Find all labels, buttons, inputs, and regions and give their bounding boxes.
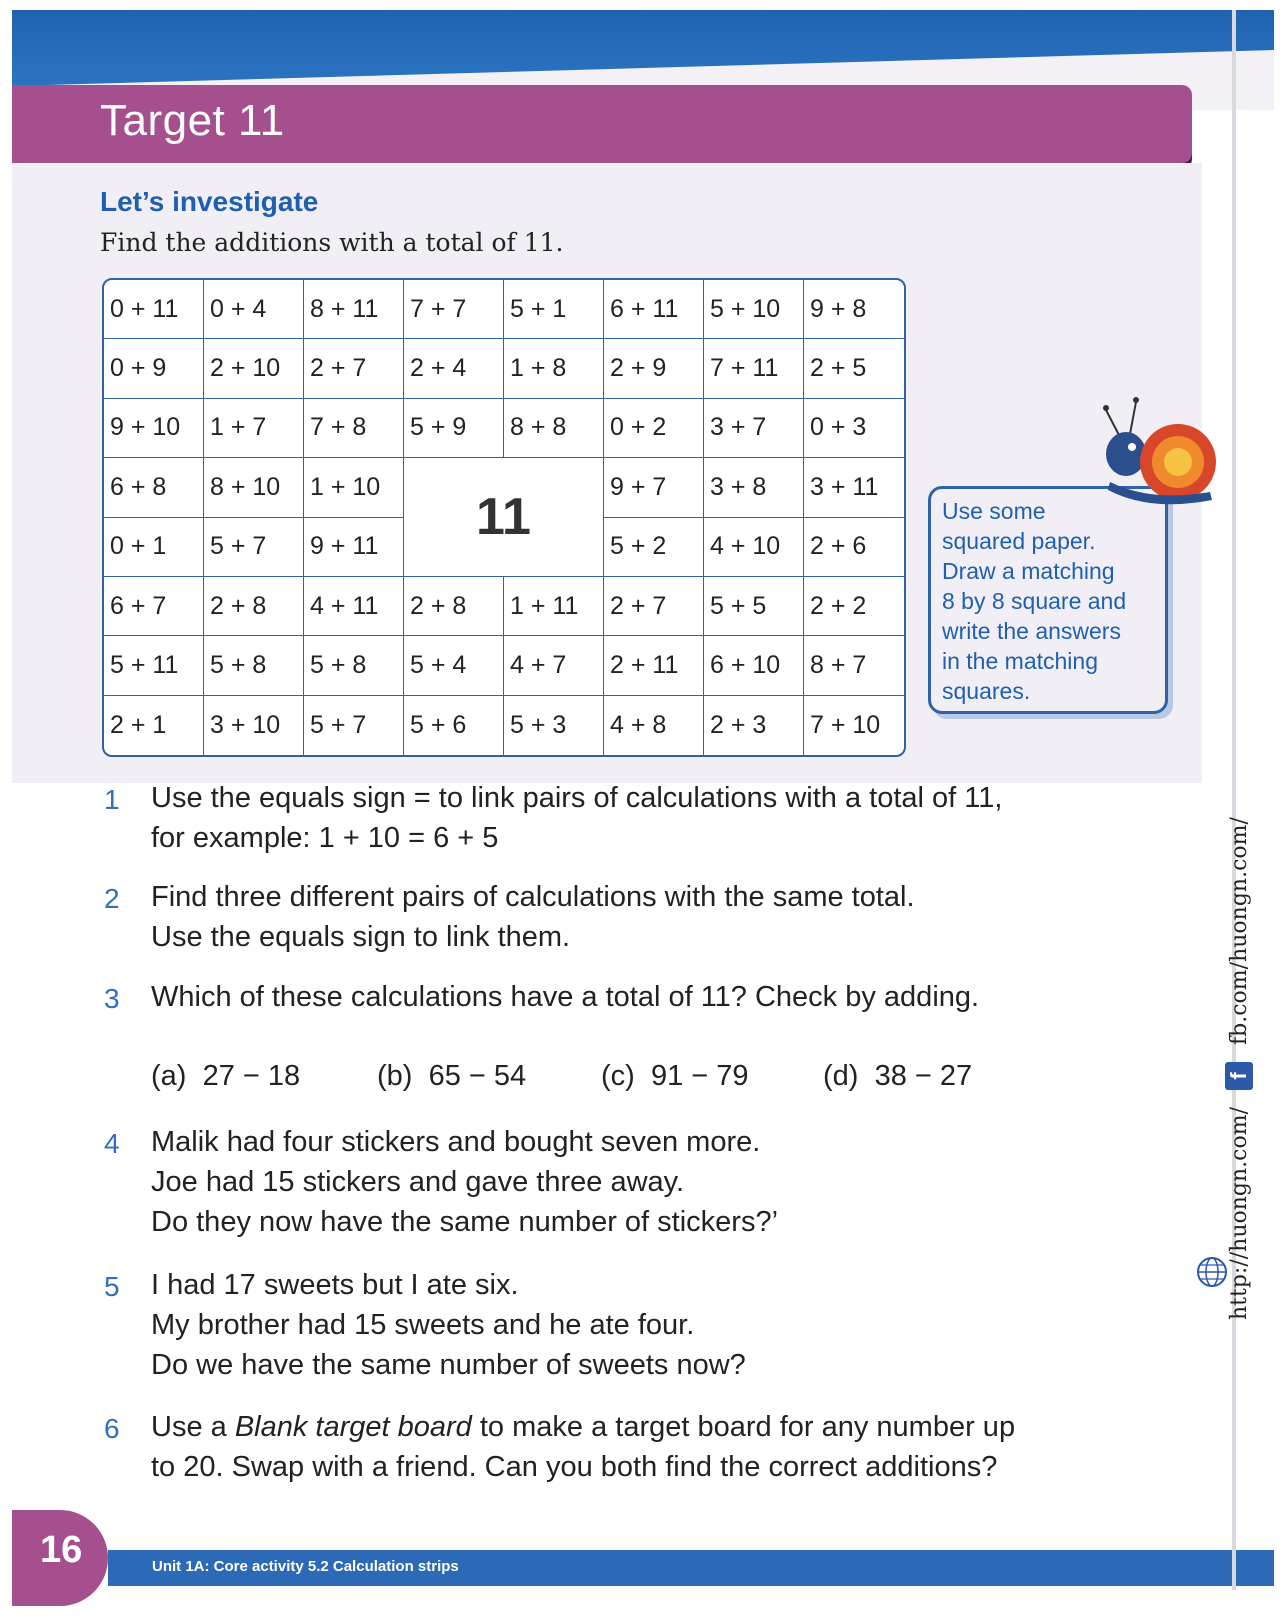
question-line: Use a Blank target board to make a target board for any number up — [151, 1411, 1016, 1443]
grid-cell: 8 + 10 — [204, 458, 304, 517]
grid-cell: 0 + 11 — [104, 280, 204, 339]
tip-line: write the answers — [942, 618, 1121, 644]
grid-cell: 1 + 11 — [504, 577, 604, 636]
grid-cell: 5 + 4 — [404, 636, 504, 695]
question-number: 6 — [104, 1413, 120, 1444]
blank-target-board-term: Blank target board — [234, 1411, 472, 1443]
grid-cell: 8 + 7 — [804, 636, 904, 695]
question-line: Find three different pairs of calculations with the same total. — [151, 881, 915, 913]
question-line: Use the equals sign = to link pairs of calculations with a total of 11, — [151, 782, 1003, 814]
grid-cell: 2 + 7 — [604, 577, 704, 636]
question-text — [151, 1407, 1015, 1487]
grid-cell: 4 + 7 — [504, 636, 604, 695]
grid-cell: 4 + 8 — [604, 696, 704, 755]
grid-cell: 2 + 8 — [404, 577, 504, 636]
page-number: 16 — [40, 1529, 83, 1571]
question-line: Malik had four stickers and bought seven more. — [151, 1126, 761, 1158]
grid-cell: 5 + 2 — [604, 518, 704, 577]
footer-unit-text: Unit 1A: Core activity 5.2 Calculation strips — [152, 1558, 459, 1575]
question-number: 1 — [104, 784, 120, 815]
question-text — [151, 1122, 778, 1242]
grid-cell: 8 + 8 — [504, 399, 604, 458]
investigate-instruction: Find the additions with a total of 11. — [100, 228, 564, 257]
grid-cell: 0 + 1 — [104, 518, 204, 577]
tip-line: Use some — [942, 498, 1046, 524]
grid-cell: 6 + 10 — [704, 636, 804, 695]
question-line: Which of these calculations have a total of 11? Check by adding. — [151, 981, 980, 1013]
option-c: (c) 91 − 79 — [601, 1060, 749, 1092]
grid-cell: 2 + 6 — [804, 518, 904, 577]
grid-cell: 2 + 5 — [804, 339, 904, 398]
grid-cell: 5 + 10 — [704, 280, 804, 339]
question-text — [151, 778, 1002, 858]
grid-cell: 5 + 1 — [504, 280, 604, 339]
tip-line: squares. — [942, 678, 1031, 704]
question-line: Do they now have the same number of stickers?’ — [151, 1206, 779, 1238]
grid-cell: 5 + 8 — [304, 636, 404, 695]
tip-line: squared paper. — [942, 528, 1096, 554]
watermark-url: http://huongn.com/ — [1227, 1106, 1252, 1320]
grid-cell: 5 + 7 — [204, 518, 304, 577]
grid-cell: 9 + 11 — [304, 518, 404, 577]
target-board-grid — [102, 278, 906, 757]
grid-cell: 6 + 7 — [104, 577, 204, 636]
grid-cell: 7 + 11 — [704, 339, 804, 398]
grid-cell: 0 + 3 — [804, 399, 904, 458]
grid-cell: 4 + 11 — [304, 577, 404, 636]
grid-cell: 3 + 11 — [804, 458, 904, 517]
option-a: (a) 27 − 18 — [151, 1060, 301, 1092]
watermark-fb-url: fb.com/huongn.com/ — [1227, 817, 1252, 1045]
question-line: My brother had 15 sweets and he ate four. — [151, 1309, 695, 1341]
grid-cell: 7 + 7 — [404, 280, 504, 339]
grid-cell: 8 + 11 — [304, 280, 404, 339]
grid-cell: 3 + 10 — [204, 696, 304, 755]
grid-cell: 5 + 11 — [104, 636, 204, 695]
investigate-heading: Let’s investigate — [100, 186, 319, 217]
grid-cell: 7 + 8 — [304, 399, 404, 458]
grid-cell: 0 + 9 — [104, 339, 204, 398]
grid-cell: 2 + 1 — [104, 696, 204, 755]
question-line: I had 17 sweets but I ate six. — [151, 1269, 519, 1301]
question-line: to 20. Swap with a friend. Can you both find the correct additions? — [151, 1451, 998, 1483]
grid-cell: 5 + 3 — [504, 696, 604, 755]
question-text — [151, 877, 915, 957]
grid-cell: 2 + 3 — [704, 696, 804, 755]
snail-illustration — [1100, 392, 1230, 542]
question-line: for example: 1 + 10 = 6 + 5 — [151, 822, 499, 854]
grid-cell: 2 + 8 — [204, 577, 304, 636]
question-number: 2 — [104, 883, 120, 914]
grid-cell: 3 + 7 — [704, 399, 804, 458]
grid-cell: 2 + 10 — [204, 339, 304, 398]
grid-cell: 1 + 10 — [304, 458, 404, 517]
option-b: (b) 65 − 54 — [377, 1060, 527, 1092]
grid-cell: 3 + 8 — [704, 458, 804, 517]
question-line: Joe had 15 stickers and gave three away. — [151, 1166, 685, 1198]
tip-line: Draw a matching — [942, 558, 1115, 584]
facebook-icon: f — [1225, 1062, 1253, 1090]
question-number: 5 — [104, 1271, 120, 1302]
grid-cell: 2 + 2 — [804, 577, 904, 636]
option-d: (d) 38 − 27 — [823, 1060, 973, 1092]
grid-cell: 1 + 8 — [504, 339, 604, 398]
grid-cell: 2 + 9 — [604, 339, 704, 398]
page-title: Target 11 — [100, 96, 285, 145]
question-line: Use the equals sign to link them. — [151, 921, 571, 953]
grid-cell: 2 + 4 — [404, 339, 504, 398]
grid-cell: 9 + 10 — [104, 399, 204, 458]
grid-cell: 6 + 11 — [604, 280, 704, 339]
tip-line: 8 by 8 square and — [942, 588, 1127, 614]
grid-cell: 5 + 7 — [304, 696, 404, 755]
grid-cell: 5 + 6 — [404, 696, 504, 755]
grid-cell: 9 + 7 — [604, 458, 704, 517]
grid-cell: 6 + 8 — [104, 458, 204, 517]
grid-cell: 2 + 7 — [304, 339, 404, 398]
grid-cell: 5 + 8 — [204, 636, 304, 695]
grid-cell: 2 + 11 — [604, 636, 704, 695]
question-text — [151, 1265, 746, 1385]
watermark — [1225, 800, 1253, 1320]
grid-cell: 0 + 2 — [604, 399, 704, 458]
question-text — [151, 977, 979, 1017]
tip-line: in the matching — [942, 648, 1098, 674]
question-number: 3 — [104, 983, 120, 1014]
question-line: Do we have the same number of sweets now? — [151, 1349, 746, 1381]
globe-icon — [1196, 1256, 1228, 1288]
q3-options — [151, 1060, 1051, 1100]
grid-cell: 1 + 7 — [204, 399, 304, 458]
grid-cell: 7 + 10 — [810, 710, 881, 739]
grid-cell: 0 + 4 — [204, 280, 304, 339]
grid-cell: 5 + 5 — [704, 577, 804, 636]
target-number: 11 — [404, 458, 604, 577]
grid-cell: 9 + 8 — [804, 280, 904, 339]
question-number: 4 — [104, 1128, 120, 1159]
grid-cell: 5 + 9 — [404, 399, 504, 458]
grid-cell: 4 + 10 — [704, 518, 804, 577]
